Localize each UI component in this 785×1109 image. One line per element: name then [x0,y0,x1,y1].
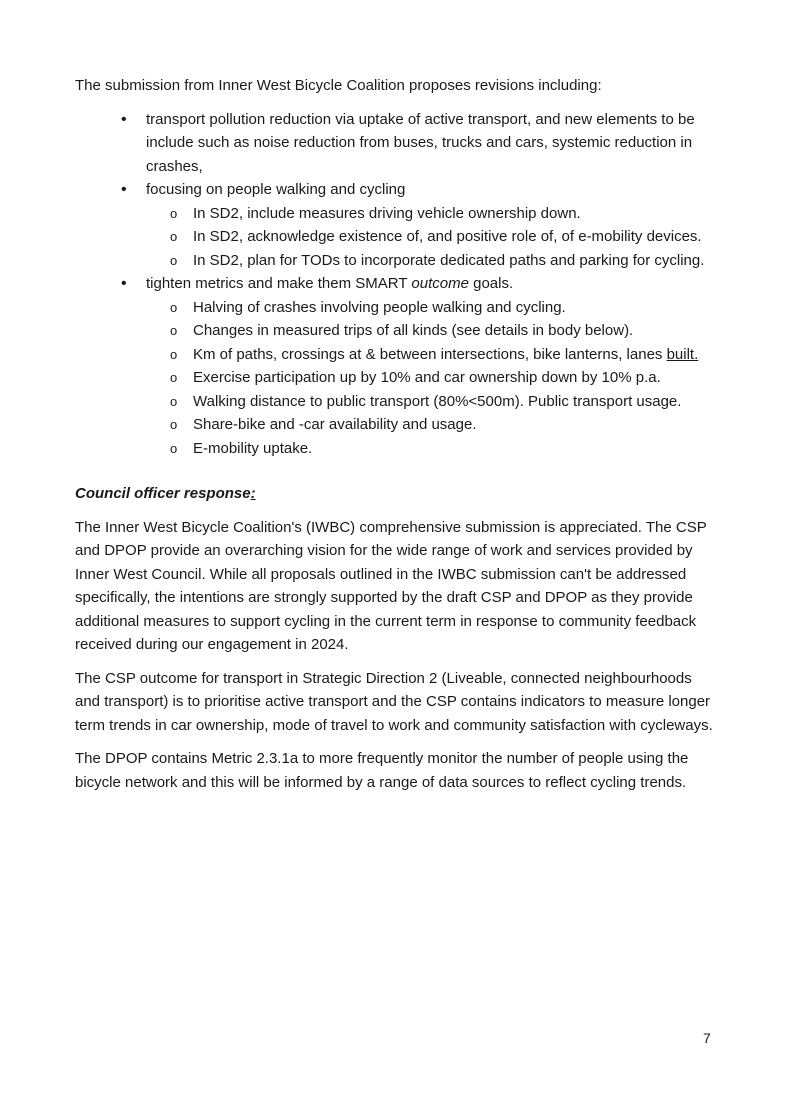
sub-bullet-icon: o [170,440,178,456]
page-content [75,74,715,794]
sub-list-item-text: In SD2, plan for TODs to incorporate dedicated paths and parking for cycling. [193,251,705,269]
sub-list [146,202,715,273]
bullet-icon: • [121,275,127,292]
response-heading [75,482,715,506]
bullet-icon: • [121,181,127,198]
intro-text: The submission from Inner West Bicycle Coalition proposes revisions including: [75,77,602,94]
response-paragraph: The DPOP contains Metric 2.3.1a to more frequently monitor the number of people using the bicycle network and this will be informed by a range of data sources to reflect cycling trends. [75,750,689,791]
sub-list-item [75,296,715,320]
sub-list-item-text: Share-bike and -car availability and usage. [193,416,477,433]
sub-bullet-icon: o [170,205,178,221]
sub-list-item-text: In SD2, include measures driving vehicle ownership down. [193,204,581,222]
sub-list-item-text: E-mobility uptake. [193,439,313,457]
sub-bullet-icon: o [170,323,178,338]
revisions-list [75,108,715,461]
page-number: 7 [703,1030,711,1046]
sub-list-item [75,437,715,461]
list-item-text-end: goals. [468,275,514,292]
sub-bullet-icon: o [170,393,178,409]
list-item [75,272,715,460]
sub-bullet-icon: o [170,370,178,385]
sub-bullet-icon: o [170,299,178,315]
sub-list-item [75,343,715,367]
sub-list-item [75,319,715,343]
sub-bullet-icon: o [170,229,178,244]
sub-list-item-text: In SD2, acknowledge existence of, and positive role of, of e-mobility devices. [193,228,702,245]
sub-bullet-icon: o [170,252,178,268]
list-item-text: focusing on people walking and cycling [146,181,406,198]
sub-list-item [75,202,715,226]
response-paragraph: The CSP outcome for transport in Strategic Direction 2 (Liveable, connected neighbourhoods and transport) is to prioritise active transport and the CSP contains indicators to measure longer term trends in car ownership, mode of travel to work and community satisfaction with cycleways. [75,669,713,734]
response-paragraph: The Inner West Bicycle Coalition's (IWBC) comprehensive submission is appreciated. The CSP and DPOP provide an overarching vision for the wide range of work and services provided by Inner West Council. While all proposals outlined in the IWBC submission can't be addressed specifically, the intentions are strongly supported by the draft CSP and DPOP as they provide additional measures to support cycling in the current term in response to community feedback received during our engagement in 2024. [75,518,707,653]
sub-list-item-text: Walking distance to public transport (80%<500m). Public transport usage. [193,392,682,410]
sub-list-item [75,366,715,390]
sub-list-item-text: Km of paths, crossings at & between intersections, bike lanterns, lanes [193,345,667,363]
sub-list-item [75,413,715,437]
sub-list-item-text: Halving of crashes involving people walking and cycling. [193,298,566,316]
sub-list-item-text: Exercise participation up by 10% and car ownership down by 10% p.a. [193,369,661,386]
list-item-italic-text: outcome [411,275,469,292]
list-item-text: transport pollution reduction via uptake of active transport, and new elements to be include such as noise reduction from buses, trucks and cars, systemic reduction in crashes, [146,110,695,175]
sub-list [146,296,715,461]
list-item [75,108,715,179]
sub-list-item-underlined-text: built. [666,345,699,363]
sub-bullet-icon: o [170,417,178,432]
response-heading-text: Council officer response [75,485,251,502]
sub-list-item [75,249,715,273]
response-heading-colon: : [250,485,256,502]
sub-bullet-icon: o [170,346,178,362]
list-item [75,178,715,272]
sub-list-item [75,225,715,249]
bullet-icon: • [121,110,127,128]
list-item-text-start: tighten metrics and make them SMART [146,275,412,292]
sub-list-item [75,390,715,414]
sub-list-item-text: Changes in measured trips of all kinds (see details in body below). [193,322,634,339]
